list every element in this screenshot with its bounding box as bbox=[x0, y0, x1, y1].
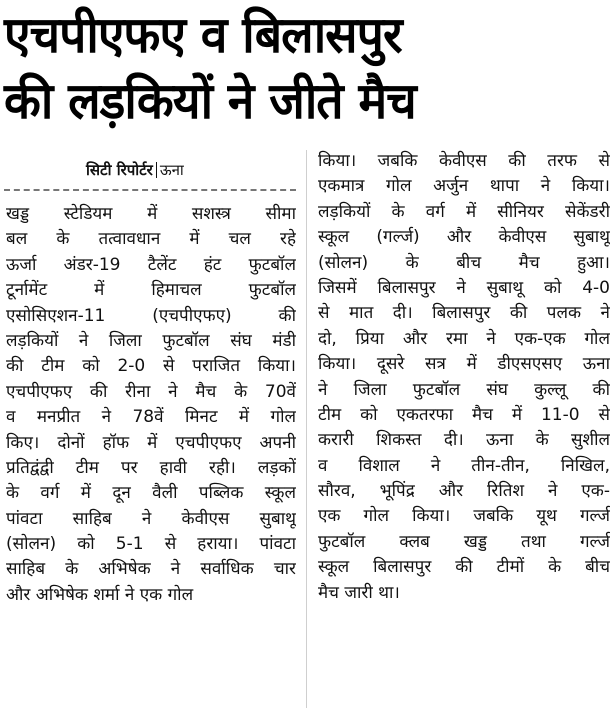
headline-line-2: की लड़कियों ने जीते मैच bbox=[4, 72, 416, 130]
byline-dashed-rule bbox=[4, 189, 296, 191]
article-line: मैच जारी था। bbox=[318, 582, 400, 603]
article-line: लड़कियों ने जिला फुटबॉल संघ मंडी bbox=[6, 330, 296, 351]
article-line: और अभिषेक शर्मा ने एक गोल bbox=[6, 584, 194, 605]
article-line: स्कूल बिलासपुर की टीमों के बीच bbox=[318, 557, 610, 578]
article-line: (सोलन) के बीच मैच हुआ। bbox=[318, 252, 610, 273]
article-line: के वर्ग में दून वैली पब्लिक स्कूल bbox=[6, 483, 296, 504]
article-line: से मात दी। बिलासपुर की पलक ने bbox=[318, 303, 610, 324]
article-line: व विशाल ने तीन-तीन, निखिल, bbox=[318, 455, 610, 476]
headline-line-1: एचपीएफए व बिलासपुर bbox=[4, 6, 402, 64]
article-line: प्रतिद्वंद्वी टीम पर हावी रही। लड़कों bbox=[6, 457, 296, 478]
column-divider bbox=[306, 150, 307, 708]
article-line: सौरव, भूपिंद्र और रितिश ने एक- bbox=[318, 481, 610, 502]
article-line: एक गोल किया। जबकि यूथ गर्ल्ज bbox=[318, 506, 610, 527]
article-line: खड्ड स्टेडियम में सशस्त्र सीमा bbox=[6, 204, 296, 224]
headline bbox=[4, 2, 586, 134]
article-line: किया। दूसरे सत्र में डीएसएसए ऊना bbox=[318, 354, 610, 375]
article-line: (सोलन) को 5-1 से हराया। पांवटा bbox=[6, 534, 296, 555]
byline bbox=[86, 160, 184, 180]
article-line: लड़कियों के वर्ग में सीनियर सेकेंडरी bbox=[318, 201, 610, 222]
article-line: एचपीएफए की रीना ने मैच के 70वें bbox=[6, 381, 296, 402]
article-line: फुटबॉल क्लब खड्ड तथा गर्ल्ज bbox=[318, 531, 610, 552]
article-line: टीम को एकतरफा मैच में 11-0 से bbox=[318, 404, 610, 425]
article-line: किया। जबकि केवीएस की तरफ से bbox=[318, 151, 610, 171]
article-line: करारी शिकस्त दी। ऊना के सुशील bbox=[318, 430, 610, 451]
article-line: साहिब के अभिषेक ने सर्वाधिक चार bbox=[6, 559, 296, 580]
article-line: एसोसिएशन-11 (एचपीएफए) की bbox=[6, 305, 296, 326]
article-column-1 bbox=[6, 202, 296, 608]
article-line: किए। दोनों हॉफ में एचपीएफए अपनी bbox=[6, 432, 296, 453]
article-line: एकमात्र गोल अर्जुन थापा ने किया। bbox=[318, 176, 610, 197]
byline-reporter: सिटी रिपोर्टर bbox=[86, 161, 153, 179]
article-line: टूर्नामेंट में हिमाचल फुटबॉल bbox=[6, 280, 296, 301]
article-line: ने जिला फुटबॉल संघ कुल्लू की bbox=[318, 379, 610, 400]
article-line: पांवटा साहिब ने केवीएस सुबाथू bbox=[6, 508, 296, 529]
article-line: व मनप्रीत ने 78वें मिनट में गोल bbox=[6, 407, 296, 428]
byline-location: ऊना bbox=[159, 161, 184, 179]
article-column-2 bbox=[318, 149, 610, 606]
byline-separator bbox=[156, 162, 157, 178]
article-line: दो, प्रिया और रमा ने एक-एक गोल bbox=[318, 328, 610, 349]
article-line: बल के तत्वावधान में चल रहे bbox=[6, 229, 296, 250]
article-line: की टीम को 2-0 से पराजित किया। bbox=[6, 356, 296, 377]
article-line: ऊर्जा अंडर-19 टैलेंट हंट फुटबॉल bbox=[6, 254, 296, 275]
article-line: स्कूल (गर्ल्ज) और केवीएस सुबाथू bbox=[318, 227, 610, 248]
article-line: जिसमें बिलासपुर ने सुबाथू को 4-0 bbox=[318, 277, 610, 298]
